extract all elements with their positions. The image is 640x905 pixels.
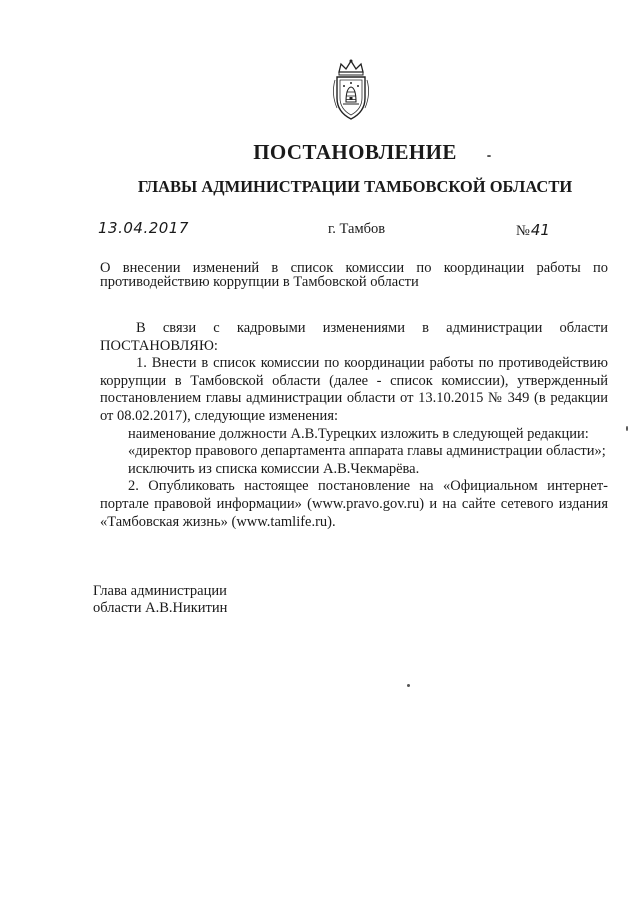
document-subject: О внесении изменений в список комиссии по координации работы по противодействию коррупции в Тамбовской области <box>100 260 608 290</box>
document-city: г. Тамбов <box>328 221 386 237</box>
document-number <box>516 221 550 240</box>
number-prefix: № <box>516 223 530 239</box>
signature-line-2: области А.В.Никитин <box>93 600 228 616</box>
scan-speck <box>626 426 628 431</box>
signature-block <box>93 583 227 617</box>
scan-speck <box>407 684 410 687</box>
body-change-1: наименование должности А.В.Турецких изложить в следующей редакции: <box>128 425 589 442</box>
body-change-2: исключить из списка комиссии А.В.Чекмарёва. <box>128 460 420 477</box>
coat-of-arms-icon <box>329 58 373 124</box>
body-change-1-text: «директор правового департамента аппарата главы администрации области»; <box>128 443 606 460</box>
document-subtitle: ГЛАВЫ АДМИНИСТРАЦИИ ТАМБОВСКОЙ ОБЛАСТИ <box>137 177 573 196</box>
number-value: 41 <box>530 221 550 239</box>
body-item-2: 2. Опубликовать настоящее постановление на «Официальном интернет-портале правовой информации» (www.pravo.gov.ru) и на сайте сетевого издания «Тамбовская жизнь» (www.tamlife.ru). <box>100 478 608 530</box>
body-item-1: 1. Внести в список комиссии по координации работы по противодействию коррупции в Тамбовской области (далее - список комиссии), утвержденный постановлением главы администрации области от 13.10.2015 № 349 (в редакции от 08.02.2017), следующие изменения: <box>100 355 608 424</box>
body-intro: В связи с кадровыми изменениями в администрации области ПОСТАНОВЛЯЮ: <box>100 320 608 354</box>
scan-speck <box>487 155 491 157</box>
document-title: ПОСТАНОВЛЕНИЕ <box>253 140 457 164</box>
signature-line-1: Глава администрации <box>93 583 227 599</box>
document-body <box>100 320 608 531</box>
document-meta <box>0 221 640 243</box>
document-date: 13.04.2017 <box>98 219 189 237</box>
